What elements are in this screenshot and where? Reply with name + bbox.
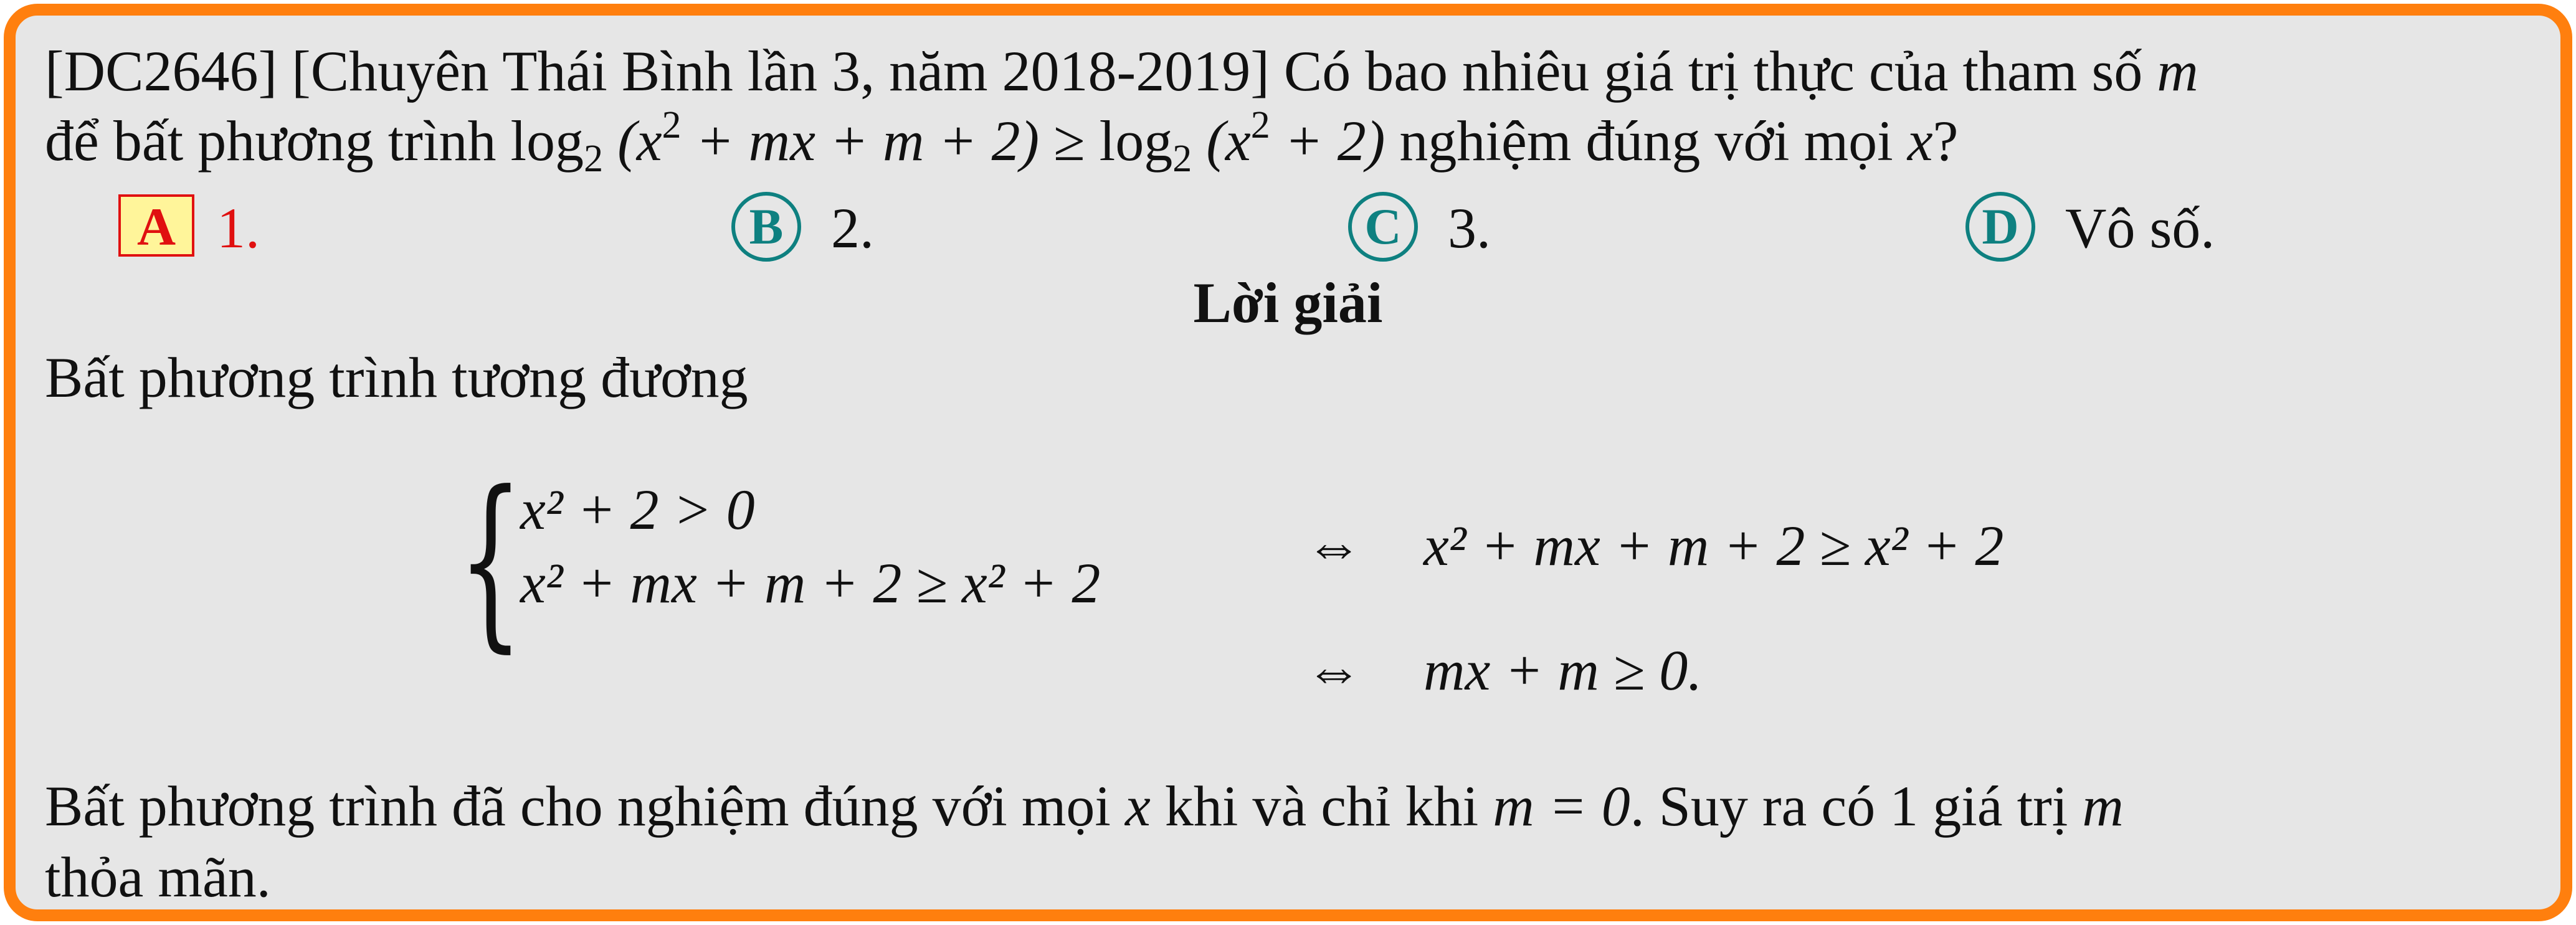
option-a-value: 1. — [217, 196, 260, 260]
result-2: mx + m ≥ 0. — [1423, 638, 1703, 702]
iff-2: ⇔ — [1305, 638, 1362, 702]
system-brace: { — [458, 452, 523, 669]
solution-title: Lời giải — [1193, 271, 1383, 334]
option-a-letter: A — [118, 194, 194, 257]
option-c-value: 3. — [1448, 196, 1491, 260]
rhs-arg-a: (x — [1206, 109, 1251, 173]
rhs-square: 2 — [1250, 104, 1270, 146]
solution-intro: Bất phương trình tương đương — [45, 346, 748, 409]
option-d-value: Vô số. — [2065, 196, 2215, 260]
conclusion-line-2: thỏa mãn. — [45, 845, 271, 909]
rhs-arg-b: + 2) — [1284, 109, 1385, 173]
question-text-1: Có bao nhiêu giá trị thực của tham số — [1283, 39, 2143, 103]
conclusion-text-3: . Suy ra có 1 giá trị — [1630, 774, 2068, 838]
conclusion-text-2: khi và chỉ khi — [1164, 774, 1479, 838]
question-line-1 — [45, 39, 2198, 103]
log-lhs: log — [510, 109, 584, 173]
question-param: m — [2157, 39, 2198, 103]
option-b-value: 2. — [831, 196, 874, 260]
conclusion-param: m — [2082, 774, 2124, 838]
conclusion-var: x — [1124, 774, 1151, 838]
question-line-2 — [45, 104, 1959, 180]
question-var: x — [1907, 109, 1933, 173]
question-code: [DC2646] — [45, 39, 278, 103]
log-base-rhs: 2 — [1172, 138, 1192, 180]
log-rhs: log — [1099, 109, 1173, 173]
iff-1: ⇔ — [1305, 514, 1362, 577]
conclusion-text-1: Bất phương trình đã cho nghiệm đúng với mọi — [45, 774, 1111, 838]
result-1: x² + mx + m + 2 ≥ x² + 2 — [1423, 514, 2004, 577]
log-base-lhs: 2 — [584, 138, 604, 180]
conclusion-line-1 — [45, 774, 2124, 838]
option-c-letter: C — [1348, 192, 1418, 262]
option-d-letter: D — [1965, 192, 2035, 262]
question-mark: ? — [1932, 109, 1959, 173]
inequality — [510, 104, 1400, 180]
conclusion-eq: m = 0 — [1493, 774, 1630, 838]
question-text-3: nghiệm đúng với mọi — [1399, 109, 1893, 173]
system-line-1: x² + 2 > 0 — [520, 478, 755, 541]
lhs-arg-b: + mx + m + 2) — [695, 109, 1040, 173]
option-b-letter: B — [731, 192, 801, 262]
lhs-arg-a: (x — [617, 109, 662, 173]
question-source: [Chuyên Thái Bình lần 3, năm 2018-2019] — [292, 39, 1270, 103]
system-line-2: x² + mx + m + 2 ≥ x² + 2 — [520, 551, 1101, 615]
lhs-square: 2 — [662, 104, 682, 146]
ge-sign: ≥ — [1053, 109, 1085, 173]
question-text-2: để bất phương trình — [45, 109, 497, 173]
